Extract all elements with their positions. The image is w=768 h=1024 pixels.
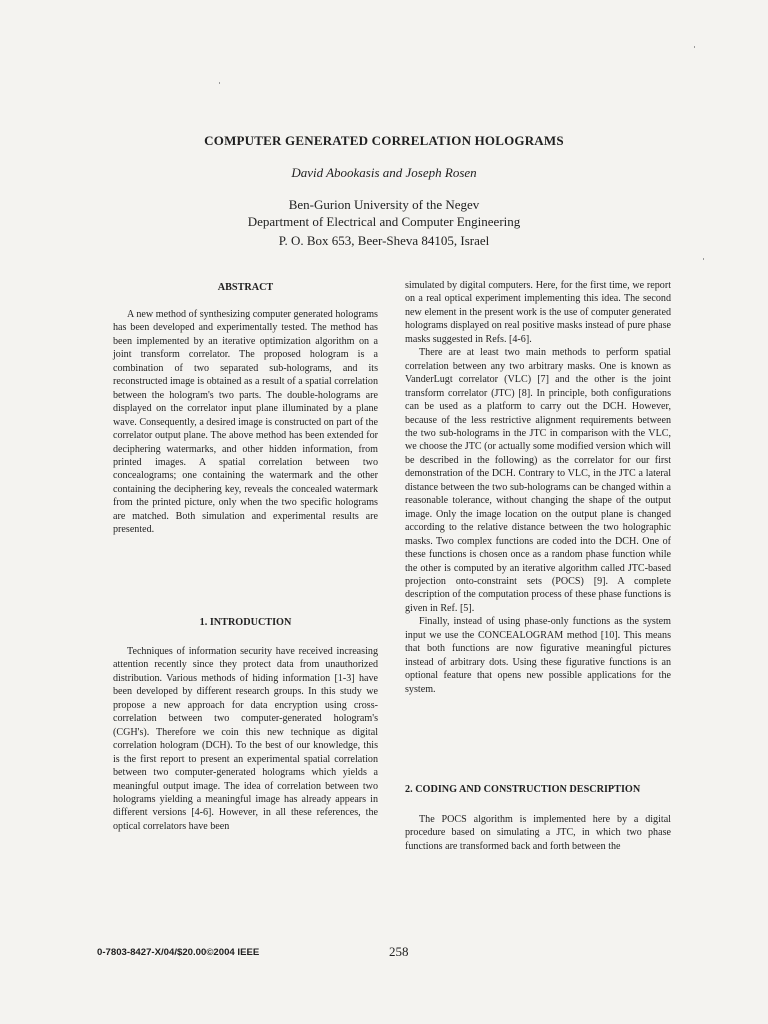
introduction-paragraph: Finally, instead of using phase-only functions as the system input we use the CONCEALOGRAM method [10]. This means that both functions are now figurative meaningful pictures instead of arbitrary dots. Using these figurative functions is an optional feature that opens new possible applications for the system. (405, 616, 671, 695)
introduction-continued: simulated by digital computers. Here, for the first time, we report on a real optical experiment implementing this idea. The second new element in the present work is the use of computer generated holograms displayed on real positive masks instead of pure phase masks suggested in Refs. [4-6]. (405, 280, 671, 345)
affiliation-department: Department of Electrical and Computer Engineering (247, 214, 521, 229)
scan-speck (219, 82, 220, 84)
abstract-body (113, 308, 378, 537)
section2-text: The POCS algorithm is implemented here by a digital procedure based on simulating a JTC, in which two phase functions are transformed back and forth between the (405, 814, 671, 852)
introduction-paragraph: Techniques of information security have received increasing attention recently since they protect data from unauthorized distribution. Various methods of hiding information [1-3] have been developed by different research groups. In this study we propose a new approach for data encryption using cross-correlation between two computer-generated hologram's (CGH's). Therefore we coin this new technique as digital correlation hologram (DCH). To the best of our knowledge, this is the first report to present an experimental spatial correlation between two computer-generated holograms which yields a meaningful output image. The idea of correlation between two holograms yielding a meaningful image has already appears in different versions [4-6]. However, in all these references, the optical correlators have been (113, 646, 378, 832)
abstract-text: A new method of synthesizing computer generated holograms has been developed and experimentally tested. The method has been implemented by an iterative optimization algorithm on a joint transform correlator. The proposed hologram is a combination of two separated sub-holograms, and its reconstructed image is obtained as a result of a spatial correlation between the hologram's two parts. The double-holograms are displayed on the correlator input plane illuminated by a plane wave. Consequently, a desired image is constructed on part of the correlator output plane. The above method has been extended for deciphering watermarks, and other hidden information, from printed images. A spatial correlation between two concealograms; one containing the watermark and the other containing the deciphering key, reveals the concealed watermark from the printed picture, only when the two specific holograms are matched. Both simulation and experimental results are presented. (113, 309, 378, 536)
introduction-paragraph: There are at least two main methods to perform spatial correlation between any two arbitrary masks. One is known as VanderLugt correlator (VLC) [7] and the other is the joint transform correlator (JTC) [8]. In principle, both configurations can be used as a platform to carry out the DCH. However, because of the less restrictive alignment requirements between the two sub-holograms in the JTC in comparison with the VLC, we choose the JTC (or actually some modified version which will be described in the following) as the correlator for our first demonstration of the DCH. Contrary to VLC, in the JTC a lateral distance between the two sub-holograms can be changed within a reasonable tolerance, without changing the shape of the output image. Only the image location on the output plane is changed according to the relative distance between the two holographic masks. Two complex functions are coded into the DCH. One of these functions is chosen once as a random phase function while the other is computed by an iterative algorithm called JTC-based projection onto-constraint sets (POCS) [9]. A complete description of the computation process of these phase functions is given in Ref. [5]. (405, 347, 671, 614)
affiliation-address: P. O. Box 653, Beer-Sheva 84105, Israel (278, 233, 490, 248)
scan-speck (703, 258, 704, 260)
introduction-body (113, 645, 378, 833)
introduction-heading: 1. INTRODUCTION (199, 617, 292, 628)
footer-identifier: 0-7803-8427-X/04/$20.00©2004 IEEE (97, 947, 260, 958)
abstract-heading: ABSTRACT (217, 282, 274, 293)
scan-speck (694, 46, 695, 48)
section2-heading: 2. CODING AND CONSTRUCTION DESCRIPTION (405, 784, 641, 795)
page-number: 258 (389, 944, 409, 959)
right-column (405, 279, 671, 696)
paper-title: COMPUTER GENERATED CORRELATION HOLOGRAMS (204, 133, 564, 148)
affiliation-university: Ben-Gurion University of the Negev (288, 197, 480, 212)
section2-body (405, 813, 671, 853)
paper-authors: David Abookasis and Joseph Rosen (291, 165, 477, 180)
